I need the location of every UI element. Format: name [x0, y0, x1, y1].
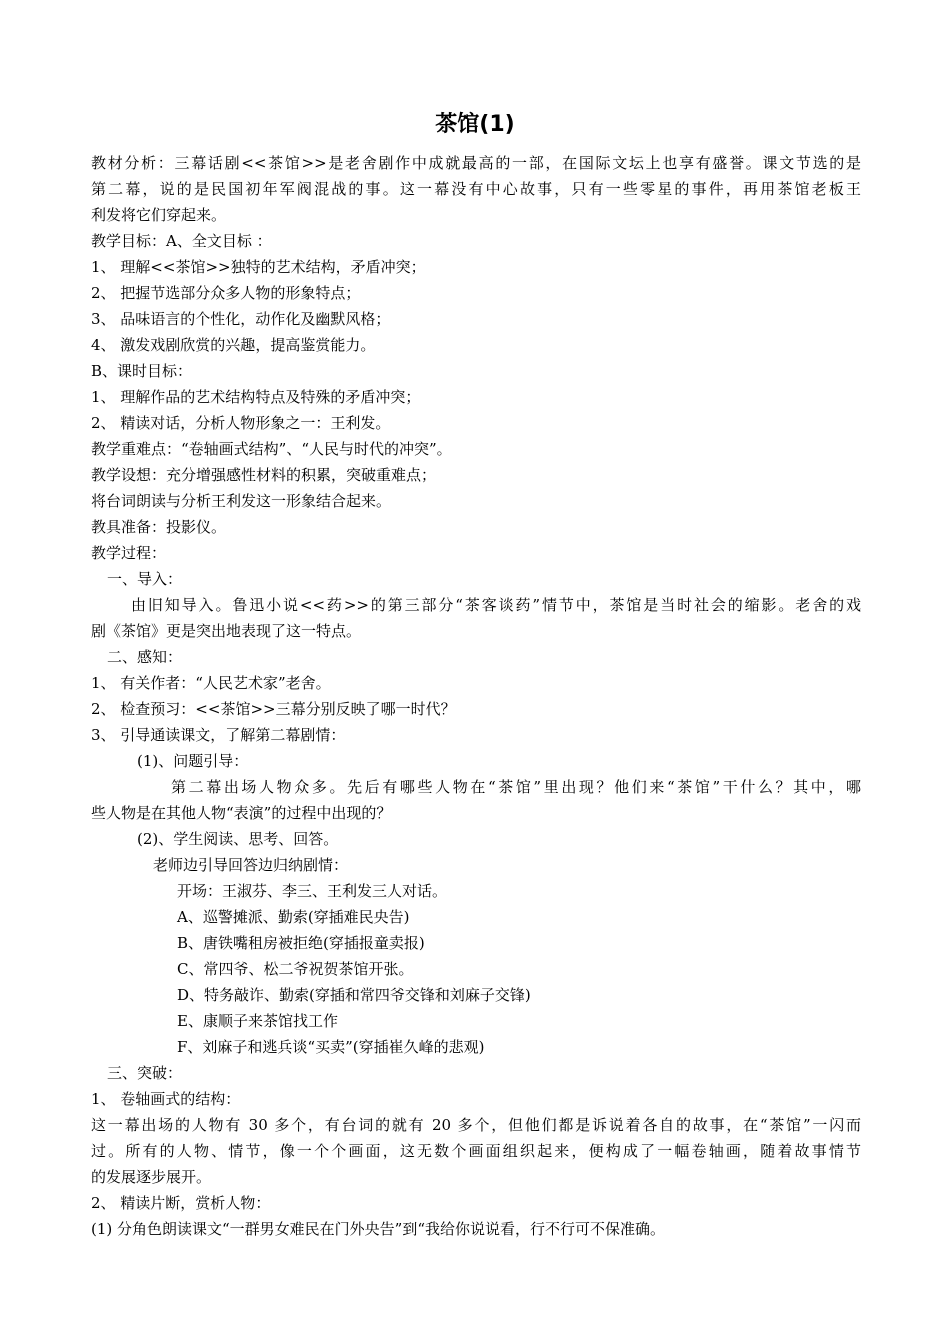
text-line: 一、导入：: [107, 570, 183, 588]
text-line: 3、 引导通读课文，了解第二幕剧情：: [91, 726, 346, 744]
text-line: 教具准备：投影仪。: [91, 518, 227, 536]
text-line: 的发展逐步展开。: [91, 1168, 212, 1186]
text-line: 这一幕出场的人物有 30 多个，有台词的就有 20 多个，但他们都是诉说着各自的故事，在“茶馆”一闪而: [91, 1116, 861, 1134]
text-line: 开场：王淑芬、李三、王利发三人对话。: [177, 882, 448, 900]
text-line: 教学重难点：“卷轴画式结构”、“人民与时代的冲突”。: [91, 440, 452, 458]
text-line: (1) 分角色朗读课文“一群男女难民在门外央告”到“我给你说说看，行不行可不保准确。: [91, 1220, 666, 1238]
text-line: 1、 有关作者：“人民艺术家”老舍。: [91, 674, 331, 692]
text-line: (1)、问题引导：: [137, 752, 249, 770]
text-line: 教学过程：: [91, 544, 167, 562]
document-title: 茶馆(1): [435, 112, 515, 137]
text-line: 二、感知：: [107, 648, 183, 666]
text-line: B、唐铁嘴租房被拒绝(穿插报童卖报): [177, 934, 425, 952]
text-line: 利发将它们穿起来。: [91, 206, 227, 224]
text-line: B、课时目标：: [91, 362, 193, 380]
text-line: C、常四爷、松二爷祝贺茶馆开张。: [177, 960, 414, 978]
text-line: 将台词朗读与分析王利发这一形象结合起来。: [91, 492, 392, 510]
text-line: 由旧知导入。鲁迅小说<<药>>的第三部分“茶客谈药”情节中，茶馆是当时社会的缩影。老舍的戏: [131, 596, 861, 614]
document-body: [91, 150, 861, 1242]
text-line: 过。所有的人物、情节，像一个个画面，这无数个画面组织起来，便构成了一幅卷轴画，随着故事情节: [91, 1142, 861, 1160]
text-line: 4、 激发戏剧欣赏的兴趣，提高鉴赏能力。: [91, 336, 376, 354]
text-line: 3、 品味语言的个性化，动作化及幽默风格；: [91, 310, 391, 328]
text-line: 三、突破：: [107, 1064, 183, 1082]
text-line: 1、 理解作品的艺术结构特点及特殊的矛盾冲突；: [91, 388, 421, 406]
text-line: 老师边引导回答边归纳剧情：: [153, 856, 349, 874]
text-line: F、刘麻子和逃兵谈“买卖”(穿插崔久峰的悲观): [177, 1038, 485, 1056]
text-line: 教学设想：充分增强感性材料的积累，突破重难点；: [91, 466, 437, 484]
text-line: 第二幕出场人物众多。先后有哪些人物在“茶馆”里出现？他们来“茶馆”干什么？其中，哪: [171, 778, 861, 796]
text-line: 第二幕，说的是民国初年军阀混战的事。这一幕没有中心故事，只有一些零星的事件，再用茶馆老板王: [91, 180, 861, 198]
text-line: 教学目标：A、全文目标 ：: [91, 232, 272, 250]
text-line: 2、 精读片断，赏析人物：: [91, 1194, 271, 1212]
text-line: 2、 精读对话，分析人物形象之一：王利发。: [91, 414, 391, 432]
text-line: D、特务敲诈、勤索(穿插和常四爷交锋和刘麻子交锋): [177, 986, 531, 1004]
text-line: (2)、学生阅读、思考、回答。: [137, 830, 339, 848]
text-line: 教材分析：三幕话剧<<茶馆>>是老舍剧作中成就最高的一部，在国际文坛上也享有盛誉。课文节选的是: [91, 154, 861, 172]
text-line: 2、 把握节选部分众多人物的形象特点；: [91, 284, 361, 302]
text-line: E、康顺子来茶馆找工作: [177, 1012, 338, 1030]
text-line: 1、 卷轴画式的结构：: [91, 1090, 241, 1108]
text-line: 剧《茶馆》更是突出地表现了这一特点。: [91, 622, 362, 640]
text-line: A、巡警摊派、勤索(穿插难民央告): [177, 908, 410, 926]
text-line: 1、 理解<<茶馆>>独特的艺术结构，矛盾冲突；: [91, 258, 426, 276]
text-line: 些人物是在其他人物“表演”的过程中出现的？: [91, 804, 392, 822]
text-line: 2、 检查预习：<<茶馆>>三幕分别反映了哪一时代？: [91, 700, 456, 718]
